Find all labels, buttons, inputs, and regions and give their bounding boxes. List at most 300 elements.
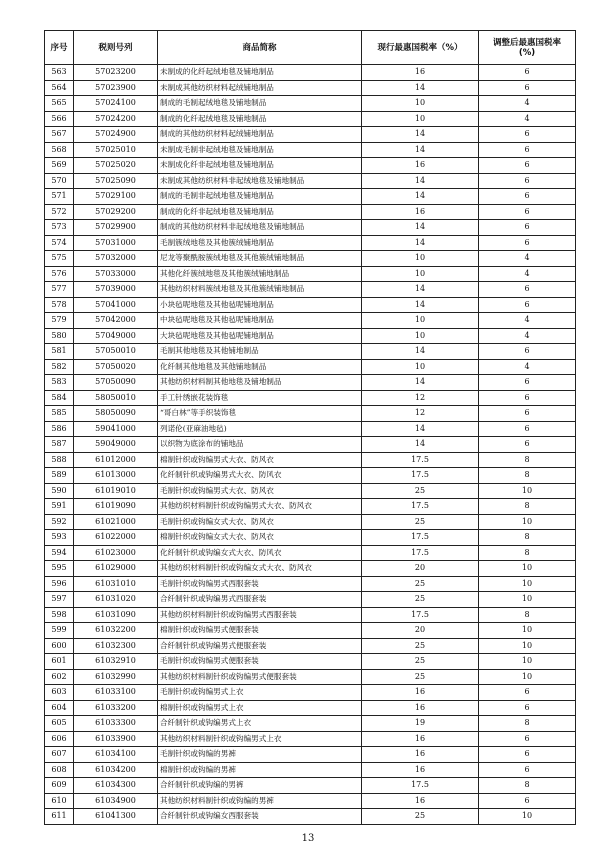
cell-adjusted-rate: 6 <box>479 375 576 391</box>
cell-current-rate: 14 <box>362 220 479 236</box>
header-seq: 序号 <box>45 31 74 65</box>
cell-current-rate: 14 <box>362 375 479 391</box>
cell-adjusted-rate: 6 <box>479 235 576 251</box>
table-row <box>45 266 576 282</box>
cell-adjusted-rate: 4 <box>479 251 576 267</box>
cell-name: 列诺伦(亚麻油地毡) <box>158 421 362 437</box>
cell-code: 57023200 <box>74 65 158 81</box>
cell-current-rate: 17.5 <box>362 499 479 515</box>
cell-adjusted-rate: 6 <box>479 344 576 360</box>
cell-name: “哥白林”等手织装饰毯 <box>158 406 362 422</box>
cell-name: 棉制针织或钩编男式便服套装 <box>158 623 362 639</box>
cell-adjusted-rate: 10 <box>479 514 576 530</box>
table-row <box>45 80 576 96</box>
cell-seq: 592 <box>45 514 74 530</box>
table-row <box>45 576 576 592</box>
cell-seq: 606 <box>45 731 74 747</box>
cell-adjusted-rate: 8 <box>479 499 576 515</box>
cell-seq: 582 <box>45 359 74 375</box>
cell-seq: 571 <box>45 189 74 205</box>
cell-current-rate: 16 <box>362 731 479 747</box>
table-row <box>45 406 576 422</box>
cell-current-rate: 12 <box>362 406 479 422</box>
cell-name: 以织物为底涂布的铺地品 <box>158 437 362 453</box>
cell-seq: 566 <box>45 111 74 127</box>
cell-adjusted-rate: 10 <box>479 654 576 670</box>
cell-adjusted-rate: 6 <box>479 297 576 313</box>
cell-seq: 610 <box>45 793 74 809</box>
cell-name: 合纤制针织或钩编男式便服套装 <box>158 638 362 654</box>
header-adjusted-rate <box>479 31 576 65</box>
cell-adjusted-rate: 6 <box>479 685 576 701</box>
cell-adjusted-rate: 6 <box>479 731 576 747</box>
cell-code: 57050020 <box>74 359 158 375</box>
cell-name: 化纤制针织或钩编男式大衣、防风衣 <box>158 468 362 484</box>
cell-code: 57029200 <box>74 204 158 220</box>
cell-code: 57029100 <box>74 189 158 205</box>
table-row <box>45 669 576 685</box>
cell-current-rate: 20 <box>362 561 479 577</box>
table-body <box>45 65 576 825</box>
cell-name: 小块毡呢地毯及其他毡呢铺地制品 <box>158 297 362 313</box>
table-row <box>45 96 576 112</box>
cell-adjusted-rate: 10 <box>479 669 576 685</box>
cell-current-rate: 17.5 <box>362 530 479 546</box>
cell-adjusted-rate: 10 <box>479 638 576 654</box>
table-row <box>45 731 576 747</box>
cell-adjusted-rate: 4 <box>479 359 576 375</box>
table-row <box>45 437 576 453</box>
table-row <box>45 235 576 251</box>
cell-adjusted-rate: 6 <box>479 406 576 422</box>
cell-name: 未制成毛制非起绒地毯及铺地制品 <box>158 142 362 158</box>
cell-seq: 604 <box>45 700 74 716</box>
cell-seq: 576 <box>45 266 74 282</box>
cell-adjusted-rate: 6 <box>479 127 576 143</box>
table-row <box>45 607 576 623</box>
cell-adjusted-rate: 6 <box>479 204 576 220</box>
cell-current-rate: 25 <box>362 638 479 654</box>
cell-current-rate: 17.5 <box>362 452 479 468</box>
cell-seq: 588 <box>45 452 74 468</box>
table-row <box>45 421 576 437</box>
cell-seq: 583 <box>45 375 74 391</box>
cell-name: 未制成的化纤起绒地毯及铺地制品 <box>158 65 362 81</box>
cell-adjusted-rate: 6 <box>479 142 576 158</box>
cell-current-rate: 10 <box>362 313 479 329</box>
cell-code: 61023000 <box>74 545 158 561</box>
cell-name: 制成的其他纺织材料非起绒地毯及铺地制品 <box>158 220 362 236</box>
cell-seq: 574 <box>45 235 74 251</box>
cell-current-rate: 16 <box>362 65 479 81</box>
cell-code: 57033000 <box>74 266 158 282</box>
cell-code: 57042000 <box>74 313 158 329</box>
cell-code: 57024200 <box>74 111 158 127</box>
table-row <box>45 530 576 546</box>
cell-name: 毛制针织或钩编男式大衣、防风衣 <box>158 483 362 499</box>
cell-seq: 565 <box>45 96 74 112</box>
cell-current-rate: 17.5 <box>362 468 479 484</box>
cell-name: 未制成其他纺织材料起绒铺地制品 <box>158 80 362 96</box>
cell-name: 毛制簇绒地毯及其他簇绒铺地制品 <box>158 235 362 251</box>
cell-code: 61034200 <box>74 762 158 778</box>
cell-adjusted-rate: 6 <box>479 762 576 778</box>
cell-seq: 586 <box>45 421 74 437</box>
cell-current-rate: 14 <box>362 421 479 437</box>
cell-code: 57024100 <box>74 96 158 112</box>
table-row <box>45 127 576 143</box>
table-row <box>45 65 576 81</box>
table-row <box>45 375 576 391</box>
cell-code: 57031000 <box>74 235 158 251</box>
cell-seq: 587 <box>45 437 74 453</box>
cell-current-rate: 20 <box>362 623 479 639</box>
cell-code: 57041000 <box>74 297 158 313</box>
cell-code: 57023900 <box>74 80 158 96</box>
table-row <box>45 142 576 158</box>
cell-current-rate: 14 <box>362 282 479 298</box>
cell-current-rate: 25 <box>362 592 479 608</box>
cell-code: 61031020 <box>74 592 158 608</box>
table-row <box>45 793 576 809</box>
cell-adjusted-rate: 6 <box>479 282 576 298</box>
table-row <box>45 158 576 174</box>
cell-name: 合纤制针织或钩编的男裤 <box>158 778 362 794</box>
cell-seq: 601 <box>45 654 74 670</box>
cell-seq: 567 <box>45 127 74 143</box>
cell-name: 其他纺织材料簇绒地毯及其他簇绒铺地制品 <box>158 282 362 298</box>
cell-seq: 611 <box>45 809 74 825</box>
cell-name: 其他纺织材料制针织或钩编男式上衣 <box>158 731 362 747</box>
cell-current-rate: 16 <box>362 747 479 763</box>
cell-current-rate: 25 <box>362 654 479 670</box>
header-adjusted-rate-line2: (%) <box>518 47 536 58</box>
cell-code: 61032200 <box>74 623 158 639</box>
table-row <box>45 483 576 499</box>
cell-name: 制成的毛制非起绒地毯及铺地制品 <box>158 189 362 205</box>
cell-current-rate: 16 <box>362 204 479 220</box>
cell-adjusted-rate: 4 <box>479 111 576 127</box>
cell-seq: 570 <box>45 173 74 189</box>
cell-adjusted-rate: 8 <box>479 607 576 623</box>
cell-current-rate: 12 <box>362 390 479 406</box>
cell-name: 其他纺织材料制针织或钩编男式便服套装 <box>158 669 362 685</box>
cell-current-rate: 14 <box>362 437 479 453</box>
cell-name: 其他纺织材料制针织或钩编女式大衣、防风衣 <box>158 561 362 577</box>
cell-current-rate: 17.5 <box>362 545 479 561</box>
cell-code: 61031090 <box>74 607 158 623</box>
cell-seq: 607 <box>45 747 74 763</box>
cell-code: 57025010 <box>74 142 158 158</box>
cell-code: 61032990 <box>74 669 158 685</box>
cell-current-rate: 14 <box>362 173 479 189</box>
cell-current-rate: 10 <box>362 359 479 375</box>
cell-code: 61033300 <box>74 716 158 732</box>
cell-seq: 581 <box>45 344 74 360</box>
cell-adjusted-rate: 6 <box>479 65 576 81</box>
cell-adjusted-rate: 6 <box>479 421 576 437</box>
cell-seq: 593 <box>45 530 74 546</box>
cell-seq: 603 <box>45 685 74 701</box>
table-row <box>45 390 576 406</box>
tariff-table <box>44 30 576 825</box>
cell-seq: 579 <box>45 313 74 329</box>
cell-seq: 584 <box>45 390 74 406</box>
cell-name: 化纤制其他地毯及其他铺地制品 <box>158 359 362 375</box>
cell-current-rate: 10 <box>362 328 479 344</box>
cell-name: 棉制针织或钩编的男裤 <box>158 762 362 778</box>
table-row <box>45 251 576 267</box>
cell-current-rate: 14 <box>362 235 479 251</box>
cell-code: 61022000 <box>74 530 158 546</box>
cell-code: 58050090 <box>74 406 158 422</box>
cell-seq: 605 <box>45 716 74 732</box>
cell-seq: 564 <box>45 80 74 96</box>
cell-current-rate: 25 <box>362 514 479 530</box>
cell-adjusted-rate: 8 <box>479 452 576 468</box>
cell-name: 大块毡呢地毯及其他毡呢铺地制品 <box>158 328 362 344</box>
table-row <box>45 778 576 794</box>
table-row <box>45 111 576 127</box>
header-name: 商品简称 <box>158 31 362 65</box>
cell-name: 未制成其他纺织材料非起绒地毯及铺地制品 <box>158 173 362 189</box>
table-row <box>45 328 576 344</box>
cell-adjusted-rate: 6 <box>479 189 576 205</box>
table-row <box>45 809 576 825</box>
cell-adjusted-rate: 4 <box>479 96 576 112</box>
cell-seq: 569 <box>45 158 74 174</box>
cell-current-rate: 10 <box>362 111 479 127</box>
cell-name: 化纤制针织或钩编女式大衣、防风衣 <box>158 545 362 561</box>
cell-adjusted-rate: 10 <box>479 561 576 577</box>
cell-adjusted-rate: 10 <box>479 809 576 825</box>
cell-name: 未制成化纤非起绒地毯及铺地制品 <box>158 158 362 174</box>
cell-current-rate: 16 <box>362 762 479 778</box>
cell-code: 58050010 <box>74 390 158 406</box>
cell-name: 棉制针织或钩编男式上衣 <box>158 700 362 716</box>
cell-code: 57039000 <box>74 282 158 298</box>
page-number: 13 <box>301 833 315 844</box>
cell-current-rate: 14 <box>362 344 479 360</box>
cell-adjusted-rate: 6 <box>479 437 576 453</box>
cell-code: 57050010 <box>74 344 158 360</box>
cell-current-rate: 14 <box>362 189 479 205</box>
cell-seq: 589 <box>45 468 74 484</box>
cell-adjusted-rate: 8 <box>479 778 576 794</box>
cell-name: 制成的化纤起绒地毯及铺地制品 <box>158 111 362 127</box>
cell-code: 57024900 <box>74 127 158 143</box>
table-row <box>45 514 576 530</box>
cell-adjusted-rate: 10 <box>479 623 576 639</box>
cell-code: 61019090 <box>74 499 158 515</box>
cell-name: 中块毡呢地毯及其他毡呢铺地制品 <box>158 313 362 329</box>
cell-name: 毛制针织或钩编男式西服套装 <box>158 576 362 592</box>
cell-name: 毛制针织或钩编男式上衣 <box>158 685 362 701</box>
cell-seq: 577 <box>45 282 74 298</box>
header-adjusted-rate-line1: 调整后最惠国税率 <box>492 37 561 48</box>
cell-current-rate: 17.5 <box>362 778 479 794</box>
cell-code: 61034100 <box>74 747 158 763</box>
cell-seq: 600 <box>45 638 74 654</box>
cell-name: 毛制针织或钩编的男裤 <box>158 747 362 763</box>
cell-seq: 578 <box>45 297 74 313</box>
cell-code: 59041000 <box>74 421 158 437</box>
cell-seq: 594 <box>45 545 74 561</box>
table-row <box>45 685 576 701</box>
cell-current-rate: 17.5 <box>362 607 479 623</box>
cell-name: 其他纺织材料制针织或钩编男式西服套装 <box>158 607 362 623</box>
table-row <box>45 452 576 468</box>
cell-seq: 590 <box>45 483 74 499</box>
table-row <box>45 623 576 639</box>
cell-code: 57029900 <box>74 220 158 236</box>
cell-seq: 580 <box>45 328 74 344</box>
cell-name: 毛制针织或钩编男式便服套装 <box>158 654 362 670</box>
cell-code: 61021000 <box>74 514 158 530</box>
cell-current-rate: 14 <box>362 142 479 158</box>
table-row <box>45 561 576 577</box>
cell-code: 61012000 <box>74 452 158 468</box>
cell-code: 61041300 <box>74 809 158 825</box>
cell-name: 合纤制针织或钩编男式西服套装 <box>158 592 362 608</box>
cell-code: 61034900 <box>74 793 158 809</box>
cell-name: 制成的其他纺织材料起绒铺地制品 <box>158 127 362 143</box>
cell-adjusted-rate: 4 <box>479 266 576 282</box>
table-row <box>45 359 576 375</box>
cell-code: 57025020 <box>74 158 158 174</box>
cell-code: 57049000 <box>74 328 158 344</box>
cell-seq: 599 <box>45 623 74 639</box>
cell-code: 61034300 <box>74 778 158 794</box>
cell-adjusted-rate: 10 <box>479 576 576 592</box>
cell-current-rate: 25 <box>362 483 479 499</box>
cell-code: 61033100 <box>74 685 158 701</box>
table-row <box>45 173 576 189</box>
cell-seq: 568 <box>45 142 74 158</box>
cell-seq: 608 <box>45 762 74 778</box>
cell-seq: 563 <box>45 65 74 81</box>
cell-name: 手工针绣嵌花装饰毯 <box>158 390 362 406</box>
cell-seq: 572 <box>45 204 74 220</box>
cell-code: 57032000 <box>74 251 158 267</box>
table-row <box>45 638 576 654</box>
cell-code: 61029000 <box>74 561 158 577</box>
cell-name: 合纤制针织或钩编女西服套装 <box>158 809 362 825</box>
cell-adjusted-rate: 6 <box>479 158 576 174</box>
cell-seq: 585 <box>45 406 74 422</box>
cell-name: 尼龙等聚酰胺簇绒地毯及其他簇绒铺地制品 <box>158 251 362 267</box>
cell-seq: 591 <box>45 499 74 515</box>
cell-name: 其他纺织材料制其他地毯及铺地制品 <box>158 375 362 391</box>
table-row <box>45 499 576 515</box>
cell-name: 合纤制针织或钩编男式上衣 <box>158 716 362 732</box>
cell-code: 61032300 <box>74 638 158 654</box>
table-row <box>45 313 576 329</box>
table-row <box>45 747 576 763</box>
header-current-rate: 现行最惠国税率（%） <box>362 31 479 65</box>
cell-code: 61013000 <box>74 468 158 484</box>
table-row <box>45 282 576 298</box>
cell-current-rate: 10 <box>362 96 479 112</box>
cell-current-rate: 16 <box>362 685 479 701</box>
cell-name: 棉制针织或钩编男式大衣、防风衣 <box>158 452 362 468</box>
cell-name: 其他化纤簇绒地毯及其他簇绒铺地制品 <box>158 266 362 282</box>
cell-current-rate: 10 <box>362 266 479 282</box>
cell-adjusted-rate: 6 <box>479 747 576 763</box>
table-row <box>45 468 576 484</box>
cell-seq: 595 <box>45 561 74 577</box>
header-row <box>45 31 576 65</box>
cell-seq: 575 <box>45 251 74 267</box>
table-row <box>45 592 576 608</box>
cell-current-rate: 25 <box>362 669 479 685</box>
cell-current-rate: 16 <box>362 158 479 174</box>
table-row <box>45 762 576 778</box>
cell-adjusted-rate: 8 <box>479 545 576 561</box>
cell-current-rate: 10 <box>362 251 479 267</box>
cell-adjusted-rate: 6 <box>479 173 576 189</box>
table-row <box>45 220 576 236</box>
cell-adjusted-rate: 8 <box>479 716 576 732</box>
cell-current-rate: 14 <box>362 297 479 313</box>
cell-current-rate: 25 <box>362 809 479 825</box>
cell-adjusted-rate: 10 <box>479 592 576 608</box>
table-row <box>45 716 576 732</box>
cell-seq: 602 <box>45 669 74 685</box>
cell-adjusted-rate: 8 <box>479 530 576 546</box>
cell-adjusted-rate: 4 <box>479 313 576 329</box>
cell-code: 61019010 <box>74 483 158 499</box>
cell-name: 棉制针织或钩编女式大衣、防风衣 <box>158 530 362 546</box>
cell-name: 毛制针织或钩编女式大衣、防风衣 <box>158 514 362 530</box>
cell-adjusted-rate: 10 <box>479 483 576 499</box>
cell-code: 59049000 <box>74 437 158 453</box>
cell-name: 其他纺织材料制针织或钩编男式大衣、防风衣 <box>158 499 362 515</box>
cell-code: 61031010 <box>74 576 158 592</box>
cell-seq: 598 <box>45 607 74 623</box>
cell-current-rate: 25 <box>362 576 479 592</box>
table-row <box>45 654 576 670</box>
cell-name: 制成的毛制起绒地毯及铺地制品 <box>158 96 362 112</box>
cell-code: 57025090 <box>74 173 158 189</box>
cell-seq: 597 <box>45 592 74 608</box>
cell-current-rate: 14 <box>362 127 479 143</box>
cell-current-rate: 16 <box>362 793 479 809</box>
cell-current-rate: 14 <box>362 80 479 96</box>
cell-name: 制成的化纤非起绒地毯及铺地制品 <box>158 204 362 220</box>
table-row <box>45 189 576 205</box>
cell-seq: 596 <box>45 576 74 592</box>
cell-current-rate: 19 <box>362 716 479 732</box>
cell-name: 毛制其他地毯及其他铺地制品 <box>158 344 362 360</box>
cell-code: 61032910 <box>74 654 158 670</box>
cell-code: 57050090 <box>74 375 158 391</box>
cell-adjusted-rate: 6 <box>479 700 576 716</box>
table-row <box>45 297 576 313</box>
cell-adjusted-rate: 6 <box>479 793 576 809</box>
cell-name: 其他纺织材料制针织或钩编的男裤 <box>158 793 362 809</box>
cell-adjusted-rate: 6 <box>479 80 576 96</box>
cell-seq: 573 <box>45 220 74 236</box>
table-row <box>45 344 576 360</box>
cell-code: 61033200 <box>74 700 158 716</box>
cell-seq: 609 <box>45 778 74 794</box>
table-row <box>45 204 576 220</box>
cell-adjusted-rate: 6 <box>479 390 576 406</box>
cell-current-rate: 16 <box>362 700 479 716</box>
cell-adjusted-rate: 8 <box>479 468 576 484</box>
table-row <box>45 545 576 561</box>
